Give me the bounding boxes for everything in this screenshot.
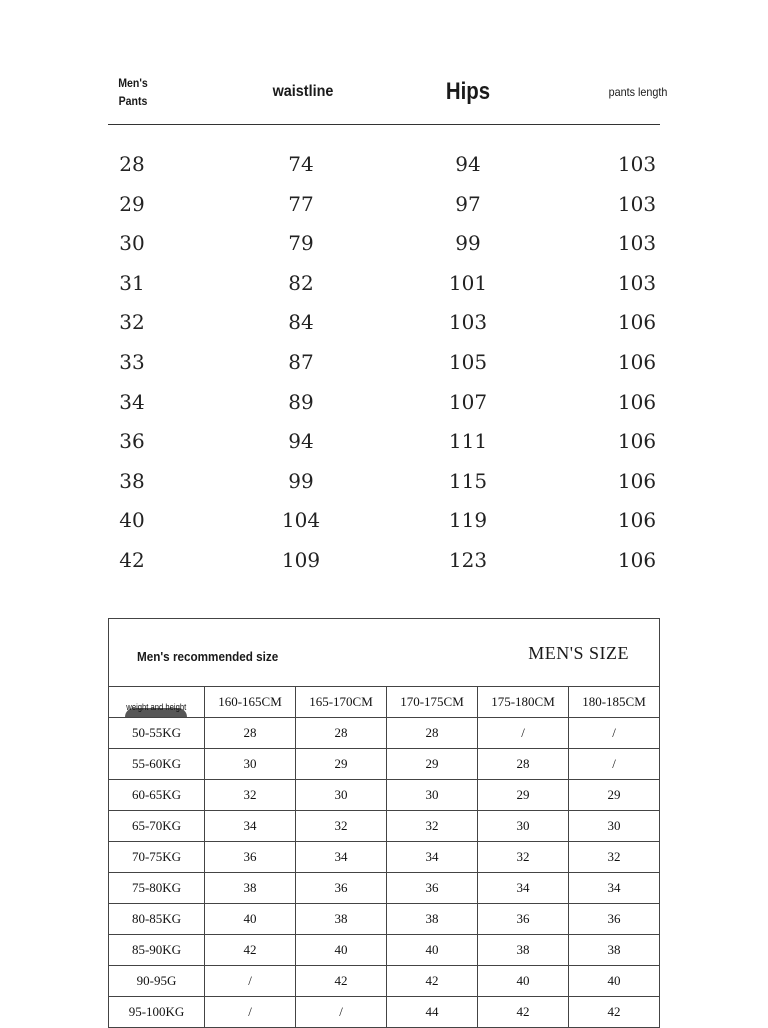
header-mens-pants xyxy=(111,60,155,124)
corner-label: weight and height xyxy=(126,702,187,712)
size-cell: 30 xyxy=(387,780,478,811)
size-row xyxy=(92,304,692,344)
size-cell: 28 xyxy=(296,718,387,749)
weight-height-corner xyxy=(109,687,205,718)
size-row xyxy=(92,384,692,424)
size-cell: 32 xyxy=(478,842,569,873)
pants-size: 36 xyxy=(119,429,145,454)
pants-length-value: 103 xyxy=(617,270,657,295)
pants-length-value: 106 xyxy=(617,389,657,414)
table-row xyxy=(109,966,660,997)
size-row xyxy=(92,344,692,384)
pants-length-value: 106 xyxy=(617,429,657,454)
weight-range-cell: 55-60KG xyxy=(109,749,205,780)
weight-range-cell: 85-90KG xyxy=(109,935,205,966)
size-cell: 36 xyxy=(387,873,478,904)
pants-length-value: 103 xyxy=(617,231,657,256)
weight-range-cell: 80-85KG xyxy=(109,904,205,935)
size-row xyxy=(92,423,692,463)
table-row xyxy=(109,904,660,935)
size-cell: 29 xyxy=(478,780,569,811)
size-cell: 42 xyxy=(205,935,296,966)
size-cell: 40 xyxy=(205,904,296,935)
header-mens-pants-line1: Men's xyxy=(118,76,148,90)
size-cell: 36 xyxy=(478,904,569,935)
table-row xyxy=(109,718,660,749)
pants-size: 42 xyxy=(119,547,145,572)
recommended-size-table xyxy=(108,686,660,1028)
size-cell: 38 xyxy=(296,904,387,935)
size-cell: 38 xyxy=(569,935,660,966)
pants-size: 28 xyxy=(119,152,145,176)
mens-size-brand: MEN'S SIZE xyxy=(528,643,629,663)
hips-value: 101 xyxy=(448,270,488,295)
size-cell: 34 xyxy=(478,873,569,904)
size-row xyxy=(92,225,692,265)
size-cell: / xyxy=(205,966,296,997)
hips-value: 94 xyxy=(455,152,481,176)
size-cell: 29 xyxy=(296,749,387,780)
size-cell: / xyxy=(478,718,569,749)
size-cell: 38 xyxy=(205,873,296,904)
height-column-header: 180-185CM xyxy=(569,687,660,718)
size-cell: 28 xyxy=(387,718,478,749)
table-row xyxy=(109,780,660,811)
pants-length-value: 106 xyxy=(617,547,657,572)
weight-range-cell: 70-75KG xyxy=(109,842,205,873)
recommended-size-title: Men's recommended size xyxy=(137,649,279,664)
size-cell: 34 xyxy=(387,842,478,873)
size-cell: 42 xyxy=(296,966,387,997)
size-cell: / xyxy=(205,997,296,1028)
size-row xyxy=(92,542,692,582)
waistline-value: 109 xyxy=(281,547,321,572)
size-cell: / xyxy=(296,997,387,1028)
hips-value: 111 xyxy=(448,429,488,454)
header-pants-length: pants length xyxy=(608,85,668,99)
size-cell: / xyxy=(569,718,660,749)
height-column-header: 160-165CM xyxy=(205,687,296,718)
pants-length-value: 106 xyxy=(617,349,657,374)
pants-size: 29 xyxy=(119,191,145,216)
waistline-value: 87 xyxy=(288,349,314,374)
weight-range-cell: 75-80KG xyxy=(109,873,205,904)
size-row xyxy=(92,502,692,542)
size-cell: 36 xyxy=(205,842,296,873)
size-cell: 30 xyxy=(205,749,296,780)
hips-value: 123 xyxy=(448,547,488,572)
pants-length-value: 106 xyxy=(617,508,657,533)
header-mens-pants-line2: Pants xyxy=(118,94,148,108)
weight-range-cell: 50-55KG xyxy=(109,718,205,749)
size-cell: 29 xyxy=(569,780,660,811)
size-cell: 34 xyxy=(569,873,660,904)
hips-value: 105 xyxy=(448,349,488,374)
waistline-value: 89 xyxy=(288,389,314,414)
pants-size: 38 xyxy=(119,468,145,493)
pants-length-value: 103 xyxy=(617,152,657,176)
size-cell: 36 xyxy=(296,873,387,904)
size-cell: 38 xyxy=(387,904,478,935)
weight-range-cell: 90-95G xyxy=(109,966,205,997)
size-cell: 30 xyxy=(569,811,660,842)
size-cell: 40 xyxy=(478,966,569,997)
size-cell: 29 xyxy=(387,749,478,780)
size-cell: 40 xyxy=(569,966,660,997)
waistline-value: 77 xyxy=(288,191,314,216)
height-column-header: 170-175CM xyxy=(387,687,478,718)
size-chart-header xyxy=(108,60,668,124)
size-cell: / xyxy=(569,749,660,780)
size-cell: 38 xyxy=(478,935,569,966)
table-row xyxy=(109,873,660,904)
table-header-row xyxy=(109,687,660,718)
pants-size: 33 xyxy=(119,349,145,374)
size-cell: 42 xyxy=(569,997,660,1028)
size-chart-rows xyxy=(92,146,692,582)
pants-length-value: 106 xyxy=(617,468,657,493)
pants-size: 30 xyxy=(119,231,145,256)
size-cell: 32 xyxy=(296,811,387,842)
size-cell: 40 xyxy=(387,935,478,966)
size-row xyxy=(92,186,692,226)
size-cell: 40 xyxy=(296,935,387,966)
size-cell: 34 xyxy=(296,842,387,873)
size-row xyxy=(92,146,692,186)
size-cell: 28 xyxy=(478,749,569,780)
size-cell: 34 xyxy=(205,811,296,842)
size-row xyxy=(92,463,692,503)
size-cell: 42 xyxy=(387,966,478,997)
size-cell: 32 xyxy=(205,780,296,811)
header-divider xyxy=(108,124,660,125)
table-row xyxy=(109,997,660,1028)
waistline-value: 79 xyxy=(288,231,314,256)
size-cell: 32 xyxy=(387,811,478,842)
table-row xyxy=(109,749,660,780)
weight-range-cell: 95-100KG xyxy=(109,997,205,1028)
pants-size: 34 xyxy=(119,389,145,414)
size-cell: 42 xyxy=(478,997,569,1028)
size-cell: 32 xyxy=(569,842,660,873)
pants-length-value: 106 xyxy=(617,310,657,335)
hips-value: 103 xyxy=(448,310,488,335)
weight-range-cell: 60-65KG xyxy=(109,780,205,811)
size-row xyxy=(92,265,692,305)
table-row xyxy=(109,842,660,873)
table-row xyxy=(109,935,660,966)
hips-value: 115 xyxy=(448,468,488,493)
size-cell: 28 xyxy=(205,718,296,749)
header-hips: Hips xyxy=(445,78,491,105)
height-column-header: 165-170CM xyxy=(296,687,387,718)
size-cell: 30 xyxy=(478,811,569,842)
table-row xyxy=(109,811,660,842)
waistline-value: 94 xyxy=(288,429,314,454)
pants-length-value: 103 xyxy=(617,191,657,216)
pants-size: 40 xyxy=(119,508,145,533)
hips-value: 99 xyxy=(455,231,481,256)
waistline-value: 104 xyxy=(281,508,321,533)
waistline-value: 74 xyxy=(288,152,314,176)
pants-size: 31 xyxy=(119,270,145,295)
waistline-value: 84 xyxy=(288,310,314,335)
size-cell: 30 xyxy=(296,780,387,811)
pants-size: 32 xyxy=(119,310,145,335)
height-column-header: 175-180CM xyxy=(478,687,569,718)
header-waistline: waistline xyxy=(272,83,334,100)
waistline-value: 99 xyxy=(288,468,314,493)
hips-value: 97 xyxy=(455,191,481,216)
size-cell: 44 xyxy=(387,997,478,1028)
hips-value: 107 xyxy=(448,389,488,414)
size-cell: 36 xyxy=(569,904,660,935)
waistline-value: 82 xyxy=(288,270,314,295)
hips-value: 119 xyxy=(448,508,488,533)
weight-range-cell: 65-70KG xyxy=(109,811,205,842)
